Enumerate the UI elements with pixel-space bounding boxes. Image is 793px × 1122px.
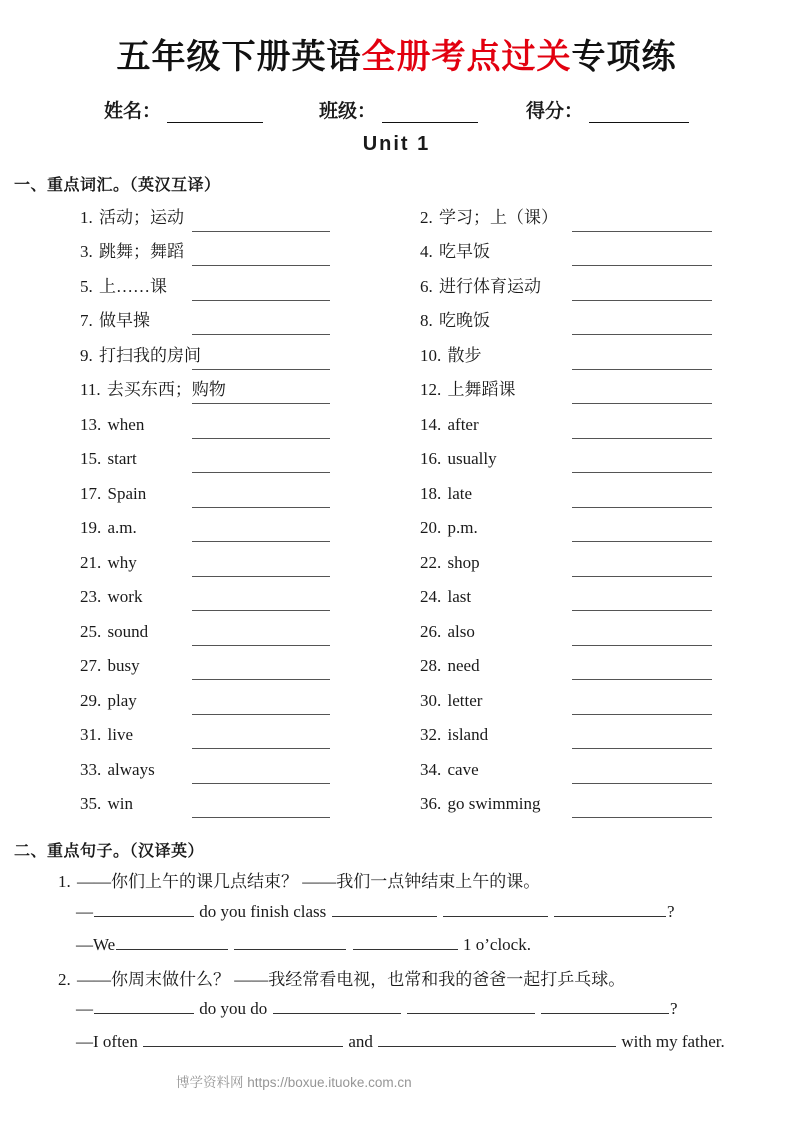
vocab-answer-blank[interactable]: [572, 645, 712, 646]
vocab-row: [14, 719, 793, 754]
vocab-text: 打扫我的房间: [99, 345, 201, 365]
vocab-answer-blank[interactable]: [192, 369, 330, 370]
vocab-answer-blank[interactable]: [192, 817, 330, 818]
vocab-term: [420, 726, 488, 745]
vocab-term: [420, 519, 478, 538]
vocab-number: 1.: [80, 207, 93, 227]
vocab-row: [14, 615, 793, 650]
vocab-text: start: [107, 449, 137, 469]
vocab-item: [14, 726, 394, 745]
vocab-term: [80, 381, 226, 400]
answer-blank[interactable]: [378, 1030, 616, 1047]
vocab-text: 散步: [447, 345, 482, 365]
vocab-number: 12.: [420, 380, 442, 400]
unit-heading: Unit 1: [362, 133, 431, 155]
vocab-text: 去买东西；购物: [106, 380, 226, 400]
sentence-number: 2.: [58, 969, 71, 989]
vocab-term: [80, 623, 148, 642]
vocab-text: play: [107, 690, 137, 710]
vocab-number: 11.: [80, 380, 101, 400]
vocab-answer-blank[interactable]: [572, 541, 712, 542]
page-title: [0, 0, 793, 74]
vocab-text: live: [107, 725, 133, 745]
vocab-text: island: [447, 725, 489, 745]
vocab-text: 上……课: [99, 276, 167, 296]
vocab-answer-blank[interactable]: [192, 645, 330, 646]
vocab-text: busy: [107, 656, 140, 676]
name-blank[interactable]: [167, 107, 263, 123]
vocab-answer-blank[interactable]: [192, 714, 330, 715]
vocab-item: [14, 209, 394, 228]
vocab-text: work: [107, 587, 143, 607]
sentence-list: [0, 869, 793, 1059]
vocab-item: [394, 347, 754, 366]
answer-blank[interactable]: [332, 899, 437, 916]
class-blank[interactable]: [382, 107, 478, 123]
answer-static-text: do you do: [199, 999, 268, 1019]
vocab-term: [80, 278, 167, 297]
vocab-answer-blank[interactable]: [192, 334, 330, 335]
vocab-answer-blank[interactable]: [192, 783, 330, 784]
dash-mark: —: [76, 901, 93, 921]
vocab-answer-blank[interactable]: [192, 300, 330, 301]
vocab-term: [420, 209, 558, 228]
vocab-text: when: [107, 414, 145, 434]
vocab-item: [14, 278, 394, 297]
vocab-term: [80, 726, 133, 745]
vocab-number: 35.: [80, 794, 102, 814]
sentence-item: [14, 967, 793, 1059]
answer-blank[interactable]: [94, 899, 194, 916]
vocab-item: [394, 243, 754, 262]
vocab-answer-blank[interactable]: [192, 403, 330, 404]
vocab-number: 3.: [80, 242, 93, 262]
question-mark: ?: [670, 999, 678, 1019]
vocab-item: [394, 623, 754, 642]
vocab-answer-blank[interactable]: [192, 231, 330, 232]
vocab-term: [420, 347, 482, 366]
vocab-number: 29.: [80, 690, 102, 710]
sentence-prompt: [14, 967, 793, 993]
vocab-answer-blank[interactable]: [572, 714, 712, 715]
vocab-number: 21.: [80, 552, 102, 572]
vocab-text: p.m.: [447, 518, 478, 538]
vocab-text: late: [447, 483, 473, 503]
vocab-item: [14, 657, 394, 676]
vocab-answer-blank[interactable]: [572, 472, 712, 473]
vocab-row: [14, 650, 793, 685]
vocab-number: 32.: [420, 725, 442, 745]
vocab-row: [14, 684, 793, 719]
answer-blank[interactable]: [116, 933, 228, 950]
vocab-answer-blank[interactable]: [572, 679, 712, 680]
answer-static-text: do you finish class: [199, 901, 327, 921]
vocab-term: [420, 278, 541, 297]
sentence-number: 1.: [58, 872, 71, 891]
vocab-term: [80, 588, 142, 607]
vocab-row: [14, 236, 793, 271]
vocab-answer-blank[interactable]: [192, 507, 330, 508]
vocab-term: [80, 347, 201, 366]
vocab-term: [420, 657, 480, 676]
vocab-row: [14, 512, 793, 547]
vocab-text: 活动；运动: [99, 207, 184, 227]
vocab-number: 18.: [420, 483, 442, 503]
vocab-term: [420, 795, 541, 814]
vocab-term: [80, 485, 146, 504]
vocab-item: [394, 726, 754, 745]
vocab-number: 36.: [420, 794, 442, 814]
vocab-number: 19.: [80, 518, 102, 538]
sentence-answer-question-line: [14, 992, 793, 1025]
vocab-number: 14.: [420, 414, 442, 434]
sentence-chinese: ——你们上午的课几点结束？ ——我们一点钟结束上午的课。: [77, 872, 541, 891]
vocab-number: 6.: [420, 276, 433, 296]
score-blank[interactable]: [589, 107, 689, 123]
answer-static-text: with my father.: [621, 1032, 725, 1052]
vocab-term: [420, 623, 475, 642]
vocab-number: 17.: [80, 483, 102, 503]
vocab-answer-blank[interactable]: [572, 403, 712, 404]
vocab-text: cave: [447, 759, 479, 779]
vocab-term: [420, 554, 480, 573]
vocab-row: [14, 581, 793, 616]
watermark: 博学资料网 https://boxue.ituoke.com.cn: [176, 1075, 412, 1090]
class-field[interactable]: [319, 96, 478, 123]
vocab-term: [420, 381, 516, 400]
vocab-item: [394, 485, 754, 504]
answer-blank[interactable]: [554, 899, 666, 916]
vocab-row: [14, 546, 793, 581]
vocab-term: [80, 416, 144, 435]
vocab-term: [80, 554, 137, 573]
answer-blank[interactable]: [94, 997, 194, 1014]
vocab-text: last: [447, 587, 472, 607]
vocab-item: [14, 795, 394, 814]
vocabulary-list: [0, 201, 793, 822]
vocab-answer-blank[interactable]: [192, 679, 330, 680]
class-label: 班级：: [318, 101, 376, 122]
vocab-number: 7.: [80, 311, 93, 331]
answer-blank[interactable]: [407, 997, 535, 1014]
vocab-term: [420, 692, 482, 711]
vocab-item: [14, 588, 394, 607]
vocab-answer-blank[interactable]: [572, 300, 712, 301]
vocab-item: [14, 692, 394, 711]
vocab-item: [394, 795, 754, 814]
vocab-row: [14, 339, 793, 374]
vocab-answer-blank[interactable]: [192, 610, 330, 611]
section-heading-vocabulary: 一、重点词汇。（英汉互译）: [14, 177, 221, 194]
vocab-term: [80, 795, 133, 814]
vocab-text: 做早操: [99, 311, 150, 331]
vocab-text: a.m.: [107, 518, 137, 538]
answer-static-text: 1 o’clock.: [462, 934, 531, 954]
vocab-item: [14, 623, 394, 642]
vocab-term: [420, 243, 490, 262]
vocab-text: usually: [447, 449, 497, 469]
vocab-item: [394, 278, 754, 297]
vocab-number: 15.: [80, 449, 102, 469]
answer-blank[interactable]: [541, 997, 669, 1014]
vocab-term: [80, 450, 137, 469]
title-part-3: 专项练: [571, 38, 677, 76]
vocab-number: 20.: [420, 518, 442, 538]
answer-blank[interactable]: [143, 1030, 343, 1047]
vocab-text: 上舞蹈课: [447, 380, 516, 400]
sentence-answer-reply-line: [14, 1025, 793, 1058]
vocab-number: 23.: [80, 587, 102, 607]
vocab-number: 5.: [80, 276, 93, 296]
vocab-term: [80, 209, 184, 228]
name-label: 姓名：: [103, 101, 161, 122]
vocab-number: 8.: [420, 311, 433, 331]
vocab-row: [14, 753, 793, 788]
vocab-row: [14, 408, 793, 443]
vocab-term: [80, 519, 137, 538]
vocab-text: 吃晚饭: [439, 311, 490, 331]
dash-i-often-prefix: —I often: [76, 1032, 138, 1052]
vocab-text: always: [107, 759, 155, 779]
vocab-answer-blank[interactable]: [572, 783, 712, 784]
vocab-term: [80, 692, 137, 711]
answer-blank[interactable]: [234, 933, 346, 950]
vocab-row: [14, 443, 793, 478]
vocab-text: go swimming: [447, 794, 541, 814]
vocab-row: [14, 477, 793, 512]
vocab-number: 16.: [420, 449, 442, 469]
vocab-number: 22.: [420, 552, 442, 572]
vocab-answer-blank[interactable]: [572, 748, 712, 749]
vocab-item: [14, 485, 394, 504]
vocab-answer-blank[interactable]: [192, 748, 330, 749]
vocab-number: 2.: [420, 207, 433, 227]
vocab-item: [14, 450, 394, 469]
title-part-1: 五年级下册英语: [116, 38, 362, 76]
sentence-answer-question-line: [14, 895, 793, 928]
vocab-number: 13.: [80, 414, 102, 434]
vocab-item: [14, 554, 394, 573]
sentence-prompt: [14, 869, 793, 895]
vocab-answer-blank[interactable]: [572, 507, 712, 508]
title-part-highlight: 全册考点过关: [361, 38, 572, 76]
answer-blank[interactable]: [443, 899, 548, 916]
vocab-item: [394, 692, 754, 711]
vocab-text: 学习；上（课）: [439, 207, 558, 227]
vocab-number: 28.: [420, 656, 442, 676]
sentence-answer-reply-line: [14, 928, 793, 961]
vocab-term: [420, 588, 471, 607]
vocab-item: [14, 519, 394, 538]
vocab-answer-blank[interactable]: [192, 265, 330, 266]
vocab-term: [80, 312, 150, 331]
vocab-term: [420, 450, 497, 469]
vocab-term: [420, 312, 490, 331]
vocab-answer-blank[interactable]: [572, 369, 712, 370]
vocab-text: win: [107, 794, 133, 814]
vocab-text: 进行体育运动: [439, 276, 541, 296]
vocab-text: sound: [107, 621, 149, 641]
vocab-answer-blank[interactable]: [192, 438, 330, 439]
vocab-item: [14, 312, 394, 331]
vocab-item: [394, 416, 754, 435]
vocab-number: 24.: [420, 587, 442, 607]
vocab-term: [420, 416, 479, 435]
vocab-item: [14, 416, 394, 435]
vocab-answer-blank[interactable]: [192, 541, 330, 542]
vocab-answer-blank[interactable]: [572, 576, 712, 577]
vocab-item: [14, 243, 394, 262]
vocab-answer-blank[interactable]: [572, 231, 712, 232]
name-field[interactable]: [104, 96, 263, 123]
vocab-row: [14, 374, 793, 409]
section-heading-sentences: 二、重点句子。（汉译英）: [14, 843, 205, 860]
dash-mark: —: [76, 999, 93, 1019]
vocab-item: [14, 381, 394, 400]
score-label: 得分：: [526, 101, 584, 122]
vocab-text: also: [447, 621, 475, 641]
vocab-item: [394, 657, 754, 676]
vocab-number: 34.: [420, 759, 442, 779]
sentence-item: [14, 869, 793, 961]
vocab-item: [394, 588, 754, 607]
vocab-row: [14, 270, 793, 305]
vocab-row: [14, 788, 793, 823]
vocab-number: 27.: [80, 656, 102, 676]
vocab-item: [394, 381, 754, 400]
vocab-number: 31.: [80, 725, 102, 745]
vocab-text: shop: [447, 552, 480, 572]
vocab-item: [394, 554, 754, 573]
vocab-term: [420, 485, 472, 504]
answer-blank[interactable]: [353, 933, 458, 950]
vocab-item: [394, 519, 754, 538]
question-mark: ?: [667, 901, 675, 921]
vocab-term: [420, 761, 479, 780]
vocab-number: 30.: [420, 690, 442, 710]
vocab-item: [394, 312, 754, 331]
vocab-text: 跳舞；舞蹈: [99, 242, 184, 262]
vocab-text: 吃早饭: [439, 242, 490, 262]
vocab-term: [80, 761, 155, 780]
vocab-number: 10.: [420, 345, 442, 365]
vocab-number: 9.: [80, 345, 93, 365]
vocab-answer-blank[interactable]: [572, 438, 712, 439]
vocab-answer-blank[interactable]: [192, 576, 330, 577]
vocab-item: [394, 761, 754, 780]
vocab-term: [80, 657, 140, 676]
vocab-row: [14, 201, 793, 236]
vocab-row: [14, 305, 793, 340]
vocab-text: Spain: [107, 483, 147, 503]
vocab-number: 25.: [80, 621, 102, 641]
vocab-number: 4.: [420, 242, 433, 262]
answer-static-text: and: [348, 1032, 373, 1052]
sentence-chinese: ——你周末做什么？ ——我经常看电视，也常和我的爸爸一起打乒乓球。: [77, 969, 626, 989]
vocab-text: after: [447, 414, 479, 434]
vocab-item: [14, 761, 394, 780]
vocab-term: [80, 243, 184, 262]
score-field[interactable]: [526, 96, 689, 123]
vocab-item: [394, 209, 754, 228]
vocab-number: 33.: [80, 759, 102, 779]
vocab-item: [394, 450, 754, 469]
student-info-row: [0, 96, 793, 123]
vocab-text: letter: [447, 690, 483, 710]
vocab-number: 26.: [420, 621, 442, 641]
vocab-answer-blank[interactable]: [572, 610, 712, 611]
answer-blank[interactable]: [273, 997, 401, 1014]
vocab-answer-blank[interactable]: [192, 472, 330, 473]
dash-we-prefix: —We: [76, 934, 116, 954]
vocab-answer-blank[interactable]: [572, 334, 712, 335]
vocab-item: [14, 347, 394, 366]
vocab-text: need: [447, 656, 480, 676]
vocab-answer-blank[interactable]: [572, 265, 712, 266]
vocab-text: why: [107, 552, 137, 572]
vocab-answer-blank[interactable]: [572, 817, 712, 818]
